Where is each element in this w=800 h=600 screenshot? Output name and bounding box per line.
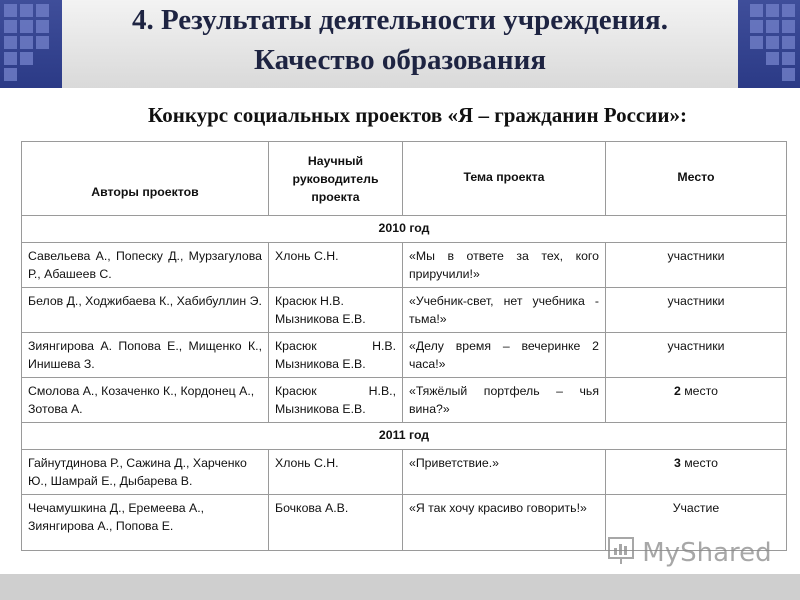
cell-supervisor: Хлонь С.Н.: [269, 243, 403, 288]
cell-place: участники: [606, 333, 787, 378]
watermark: [608, 535, 778, 573]
year-label: 2010 год: [22, 216, 787, 243]
cell-authors: Савельева А., Попеску Д., Мурзагулова Р., Абашеев С.: [22, 243, 269, 288]
cell-place: Участие: [606, 495, 787, 551]
decorative-squares-right: [730, 0, 800, 88]
cell-topic: «Приветствие.»: [403, 450, 606, 495]
cell-supervisor: Красюк Н.В. Мызникова Е.В.: [269, 288, 403, 333]
cell-place: [606, 378, 787, 423]
cell-place: [606, 450, 787, 495]
cell-supervisor: Хлонь С.Н.: [269, 450, 403, 495]
cell-authors: Белов Д., Ходжибаева К., Хабибуллин Э.: [22, 288, 269, 333]
place-word: место: [680, 456, 719, 470]
cell-supervisor: Красюк Н.В., Мызникова Е.В.: [269, 378, 403, 423]
cell-authors: Чечамушкина Д., Еремеева А., Зиянгирова А., Попова Е.: [22, 495, 269, 551]
slide-title-line1: 4. Результаты деятельности учреждения.: [131, 4, 669, 36]
cell-topic: «Учебник-свет, нет учебника - тьма!»: [403, 288, 606, 333]
place-word: место: [680, 384, 719, 398]
slide-header: [0, 0, 800, 88]
watermark-text: MyShared: [642, 538, 772, 568]
header-authors: Авторы проектов: [22, 142, 269, 216]
slide-subtitle: Конкурс социальных проектов «Я – гражданин России»:: [148, 103, 687, 127]
year-row: [22, 216, 787, 243]
table-row: [22, 450, 787, 495]
bottom-bar: [0, 574, 800, 600]
header-topic: Тема проекта: [403, 142, 606, 216]
projects-table: [21, 141, 787, 551]
year-row: [22, 423, 787, 450]
cell-topic: «Мы в ответе за тех, кого приручили!»: [403, 243, 606, 288]
cell-topic: «Тяжёлый портфель – чья вина?»: [403, 378, 606, 423]
place-number: 3: [673, 456, 681, 470]
table-row: [22, 378, 787, 423]
cell-authors: Гайнутдинова Р., Сажина Д., Харченко Ю., Шамрай Е., Дыбарева В.: [22, 450, 269, 495]
table-row: [22, 288, 787, 333]
cell-topic: «Делу время – вечеринке 2 часа!»: [403, 333, 606, 378]
header-supervisor: Научный руководитель проекта: [269, 142, 403, 216]
year-label: 2011 год: [22, 423, 787, 450]
cell-place: участники: [606, 288, 787, 333]
place-number: 2: [673, 384, 681, 398]
slide-title-line2: Качество образования: [253, 44, 547, 76]
table-row: [22, 333, 787, 378]
cell-topic: «Я так хочу красиво говорить!»: [403, 495, 606, 551]
cell-supervisor: Бочкова А.В.: [269, 495, 403, 551]
cell-authors: Смолова А., Козаченко К., Кордонец А., Зотова А.: [22, 378, 269, 423]
cell-authors: Зиянгирова А. Попова Е., Мищенко К., Инишева З.: [22, 333, 269, 378]
cell-place: участники: [606, 243, 787, 288]
decorative-squares-left: [0, 0, 70, 88]
chart-logo-icon: [608, 535, 634, 565]
header-place: Место: [606, 142, 787, 216]
table-row: [22, 243, 787, 288]
cell-supervisor: Красюк Н.В. Мызникова Е.В.: [269, 333, 403, 378]
table-header-row: [22, 142, 787, 216]
